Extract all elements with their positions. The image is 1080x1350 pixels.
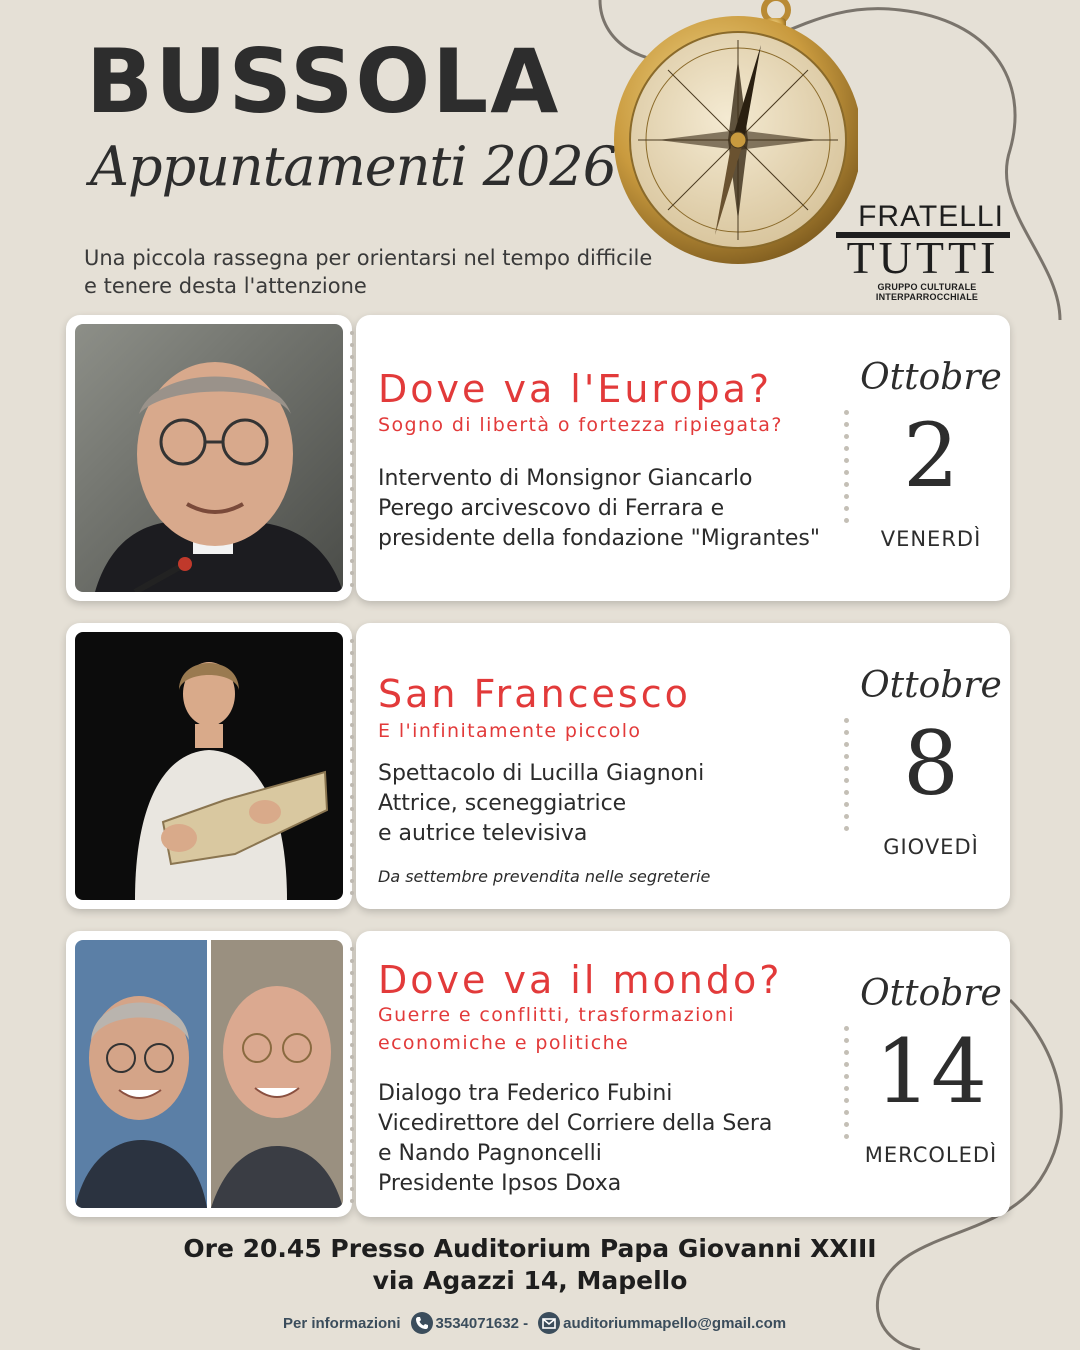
event-photo-frame — [66, 931, 352, 1217]
event-card-san-francesco — [66, 623, 1010, 909]
event-photo-frame — [66, 315, 352, 601]
intro-line: Una piccola rassegna per orientarsi nel tempo difficile — [84, 246, 653, 270]
event-description-line: e Nando Pagnoncelli — [378, 1141, 602, 1166]
event-description-line: Intervento di Monsignor Giancarlo — [378, 466, 753, 491]
divider-dots — [844, 718, 850, 828]
phone-icon — [411, 1312, 433, 1334]
ticket-perforation — [350, 945, 354, 1205]
fratelli-tutti-logo — [832, 202, 1022, 302]
divider-dots — [844, 1026, 850, 1136]
event-description-line: e autrice televisiva — [378, 821, 588, 846]
email-icon — [538, 1312, 560, 1334]
event-description-line: Vicedirettore del Corriere della Sera — [378, 1111, 773, 1136]
event-description-line: Attrice, sceneggiatrice — [378, 791, 627, 816]
compass-icon — [606, 0, 858, 270]
event-weekday: GIOVEDÌ — [883, 835, 979, 859]
event-info-panel — [356, 623, 1010, 909]
event-title: Dove va l'Europa? — [378, 367, 773, 411]
event-weekday: MERCOLEDÌ — [864, 1143, 998, 1167]
footer-venue: Ore 20.45 Presso Auditorium Papa Giovanni XXIII — [183, 1234, 877, 1263]
speaker-photo-fubini-pagnoncelli — [75, 940, 343, 1208]
event-description — [378, 1079, 772, 1199]
event-month: Ottobre — [860, 357, 1002, 398]
event-description — [378, 464, 820, 554]
event-description-line: Dialogo tra Federico Fubini — [378, 1081, 673, 1106]
event-subtitle: Sogno di libertà o fortezza ripiegata? — [378, 414, 783, 436]
event-weekday: VENERDÌ — [880, 527, 982, 551]
event-subtitle — [378, 1001, 735, 1057]
event-card-mondo — [66, 931, 1010, 1217]
event-photo-frame — [66, 623, 352, 909]
phone-number[interactable]: 3534071632 - — [435, 1314, 529, 1332]
email-address[interactable]: auditoriummapello@gmail.com — [563, 1314, 787, 1332]
speaker-photo-perego — [75, 324, 343, 592]
portrait-image — [75, 632, 343, 900]
event-note: Da settembre prevendita nelle segreterie — [378, 867, 711, 886]
portrait-image — [75, 940, 343, 1208]
page-title: BUSSOLA — [86, 30, 561, 133]
ticket-perforation — [350, 637, 354, 897]
event-day: 8 — [903, 712, 959, 815]
event-title: Dove va il mondo? — [378, 958, 783, 1002]
portrait-image — [75, 324, 343, 592]
intro-text — [84, 244, 684, 300]
event-subtitle: E l'infinitamente piccolo — [378, 720, 642, 742]
event-month: Ottobre — [860, 973, 1002, 1014]
logo-line-2: TUTTI — [836, 232, 1010, 278]
event-info-panel — [356, 315, 1010, 601]
info-label: Per informazioni — [283, 1314, 401, 1332]
event-description-line: Spettacolo di Lucilla Giagnoni — [378, 761, 705, 786]
event-day: 2 — [903, 404, 959, 507]
event-description-line: presidente della fondazione "Migrantes" — [378, 526, 821, 551]
divider-dots — [844, 410, 850, 520]
event-day: 14 — [875, 1020, 987, 1123]
footer-address: via Agazzi 14, Mapello — [372, 1266, 688, 1295]
event-month: Ottobre — [860, 665, 1002, 706]
event-description-line: Perego arcivescovo di Ferrara e — [378, 496, 725, 521]
event-subtitle-line: economiche e politiche — [378, 1032, 630, 1054]
contact-bar — [283, 1310, 786, 1336]
logo-line-1: FRATELLI — [858, 200, 1004, 233]
ticket-perforation — [350, 329, 354, 589]
event-title: San Francesco — [378, 672, 691, 716]
event-card-europa — [66, 315, 1010, 601]
page-subtitle: Appuntamenti 2026 — [90, 135, 617, 198]
event-info-panel — [356, 931, 1010, 1217]
event-description-line: Presidente Ipsos Doxa — [378, 1171, 622, 1196]
logo-line-3: GRUPPO CULTURALE INTERPARROCCHIALE — [875, 282, 979, 302]
intro-line: e tenere desta l'attenzione — [84, 274, 367, 298]
event-description — [378, 759, 704, 849]
event-subtitle-line: Guerre e conflitti, trasformazioni — [378, 1004, 735, 1026]
speaker-photo-giagnoni — [75, 632, 343, 900]
